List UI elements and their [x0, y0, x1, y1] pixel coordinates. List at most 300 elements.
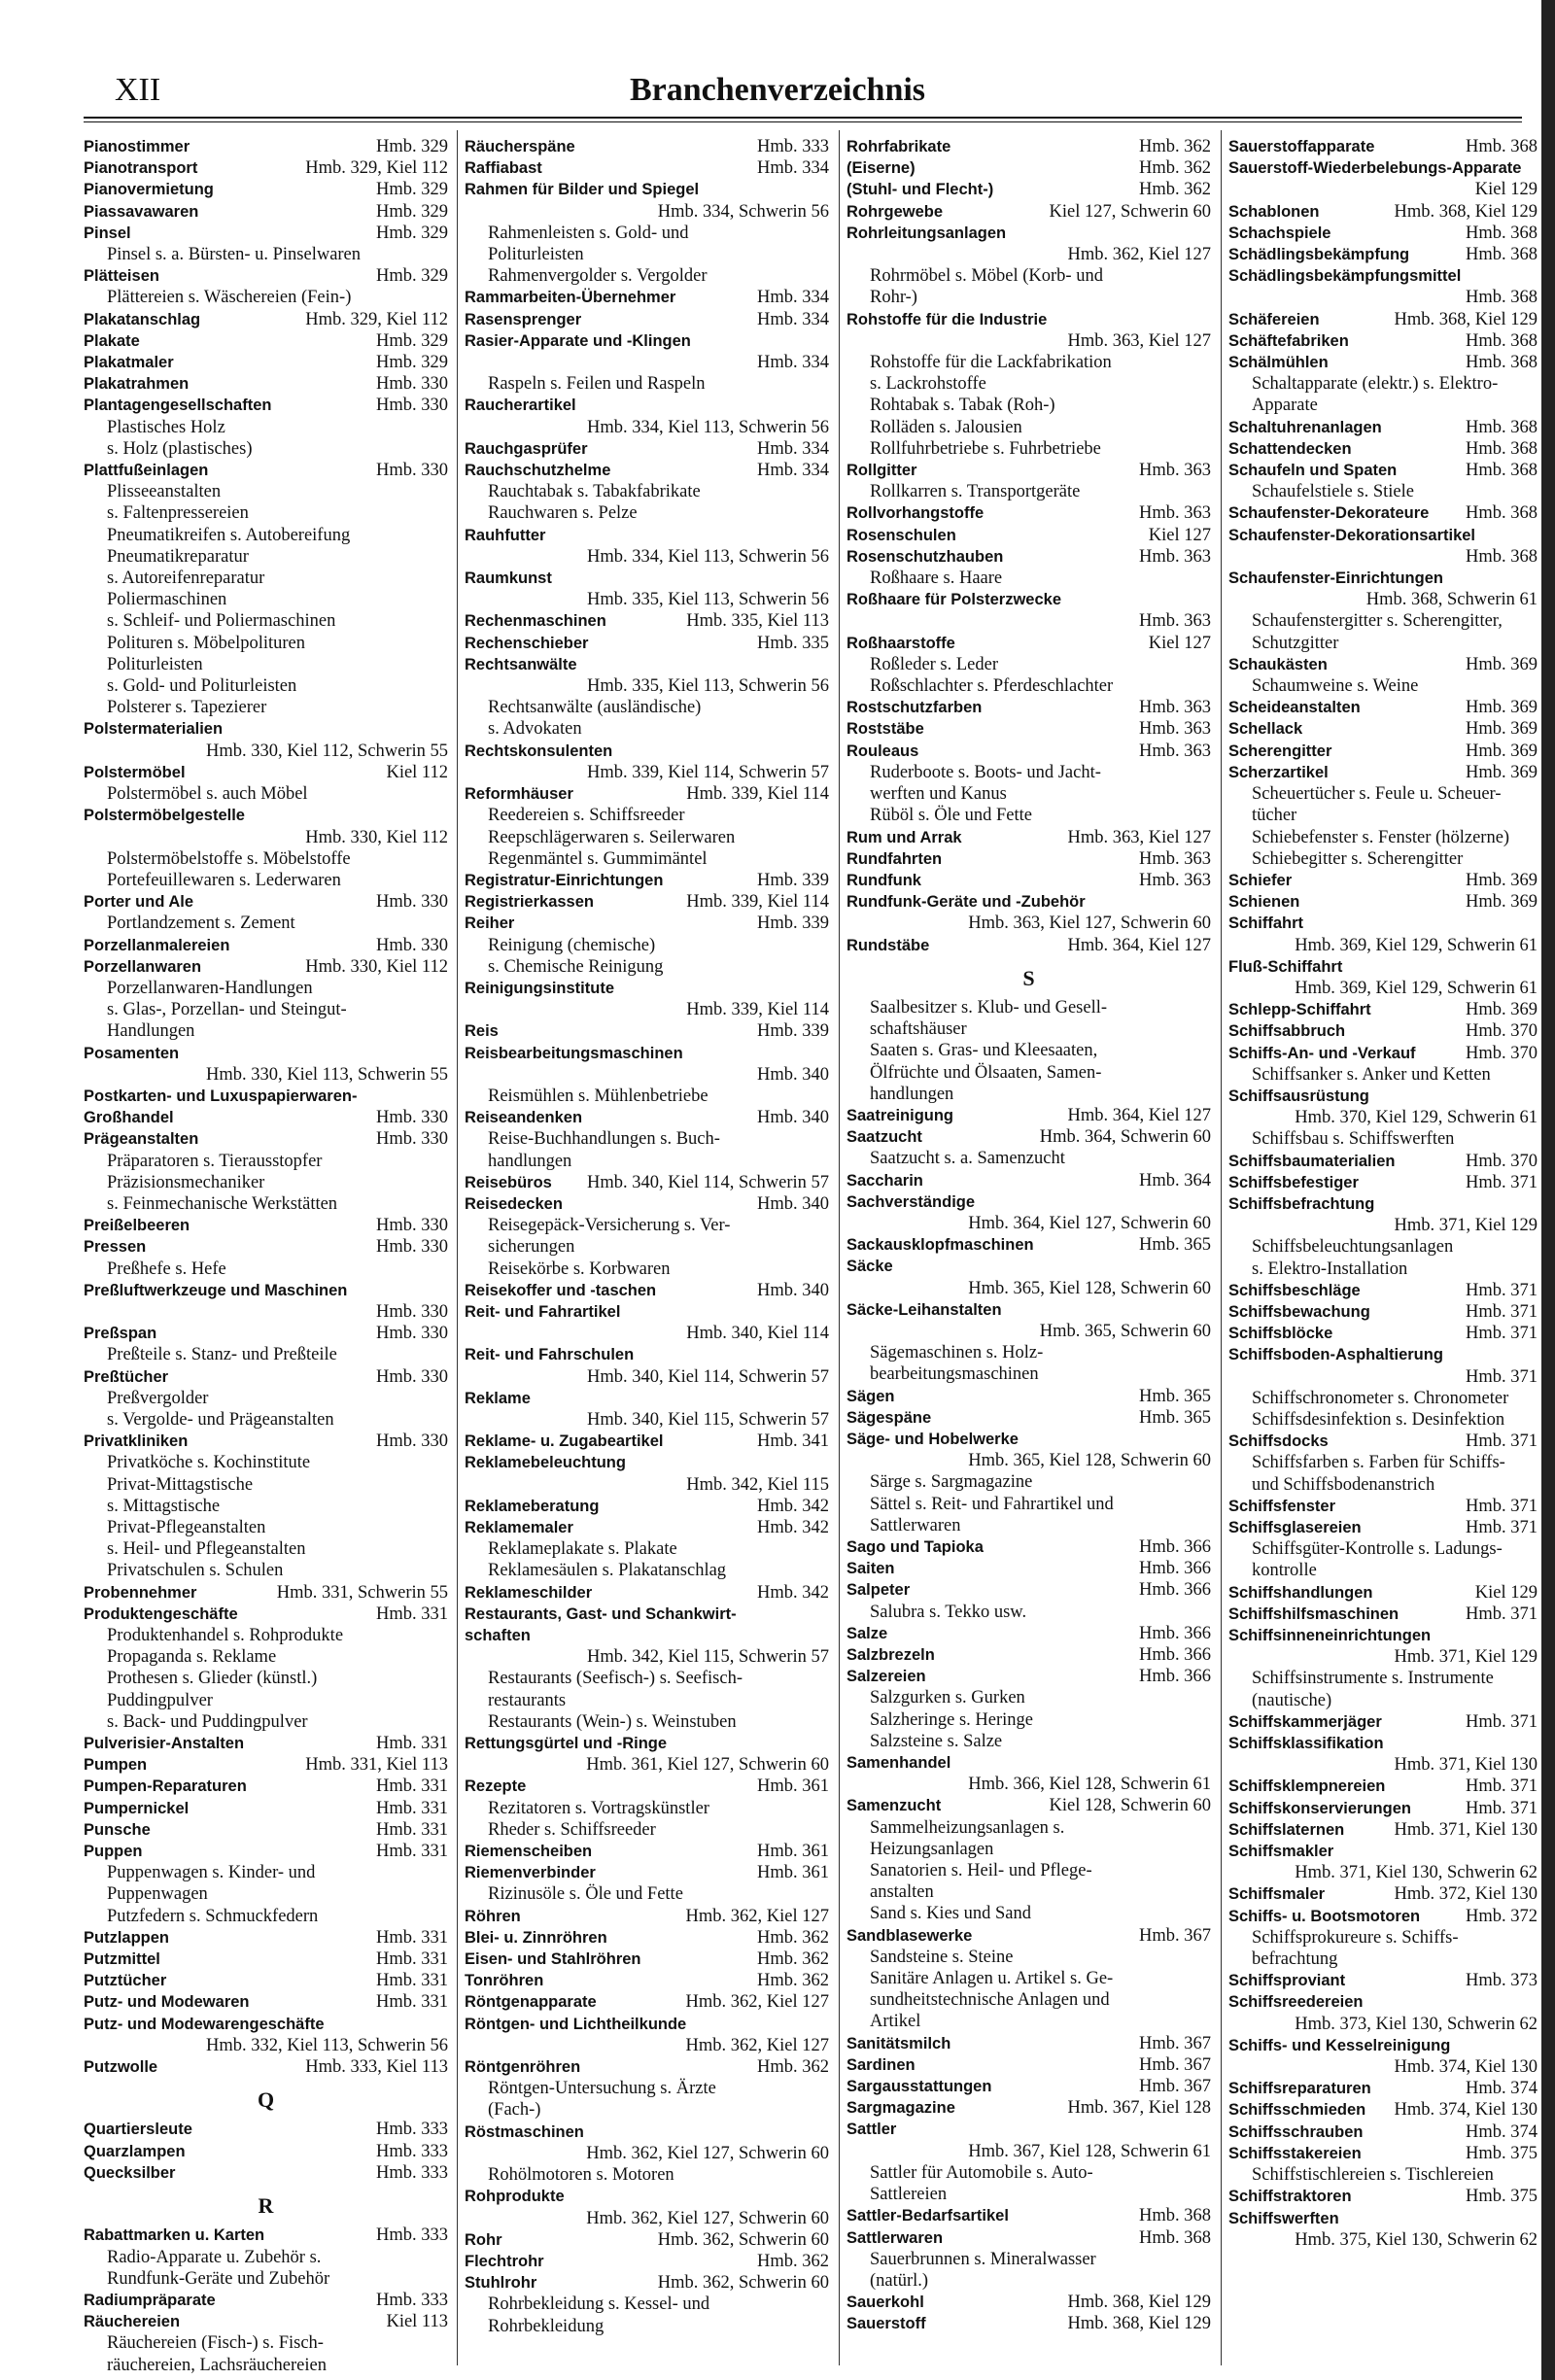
- directory-entry: [84, 1733, 448, 1754]
- directory-entry: [847, 891, 1211, 934]
- directory-entry: [847, 2119, 1211, 2205]
- entry-keyword: Schiffsklassifikation: [1228, 1735, 1384, 1753]
- entry-keyword: Rollgitter: [847, 462, 917, 480]
- directory-entry: [847, 2205, 1211, 2226]
- entry-reference: Hmb. 341: [757, 1431, 829, 1452]
- entry-detail-line: Hmb. 371, Kiel 130: [1394, 1755, 1538, 1776]
- entry-row: [465, 783, 829, 805]
- entry-reference: Hmb. 369: [1466, 1000, 1538, 1020]
- entry-reference: Hmb. 333, Kiel 113: [305, 2057, 448, 2078]
- entry-row: [847, 633, 1211, 654]
- entry-detail-line: Hmb. 330, Kiel 112: [305, 827, 448, 847]
- entry-reference: Hmb. 372, Kiel 130: [1394, 1884, 1538, 1905]
- entry-keyword: Reinigungsinstitute: [465, 979, 614, 997]
- entry-detail-line: Privatschulen s. Schulen: [107, 1561, 284, 1581]
- entry-reference: Kiel 127, Schwerin 60: [1049, 201, 1211, 222]
- entry-reference: Hmb. 367: [1139, 1925, 1211, 1946]
- entry-row: [465, 330, 829, 352]
- entry-row: [84, 1798, 448, 1819]
- entry-keyword: Sattler: [847, 2121, 897, 2139]
- entry-detail-line: handlungen: [488, 1151, 572, 1171]
- entry-keyword: Schiffsmakler: [1228, 1843, 1334, 1861]
- entry-row: [1228, 1582, 1538, 1604]
- entry-detail-line: Hmb. 370, Kiel 129, Schwerin 61: [1295, 1108, 1538, 1128]
- entry-reference: Hmb. 362: [757, 1927, 829, 1948]
- entry-row: [465, 2121, 829, 2143]
- entry-detail-line: Hmb. 361, Kiel 127, Schwerin 60: [586, 1755, 829, 1776]
- entry-reference: Hmb. 368: [1466, 330, 1538, 351]
- entry-row: [84, 1323, 448, 1344]
- directory-entry: [1228, 330, 1538, 352]
- entry-keyword: Plattfußeinlagen: [84, 462, 209, 480]
- entry-row: [465, 1344, 829, 1365]
- directory-entry: [465, 1862, 829, 1905]
- entry-row: [847, 1925, 1211, 1947]
- entry-keyword: Prägeanstalten: [84, 1130, 199, 1149]
- entry-keyword: Restaurants, Gast- und Schankwirt-: [465, 1604, 737, 1623]
- entry-detail-line: Sattler für Automobile s. Auto-: [870, 2162, 1093, 2183]
- entry-keyword: Preißelbeeren: [84, 1217, 190, 1235]
- entry-detail-line: Hmb. 334: [757, 353, 829, 373]
- entry-detail-line: Präzisionsmechaniker: [107, 1172, 265, 1192]
- directory-entry: [84, 136, 448, 157]
- entry-row: [847, 136, 1211, 157]
- entry-row: [84, 805, 448, 826]
- entry-keyword: Scherzartikel: [1228, 763, 1329, 781]
- entry-row: [847, 1795, 1211, 1816]
- entry-keyword: Rundfahrten: [847, 849, 943, 868]
- directory-entry: [1228, 654, 1538, 697]
- entry-detail-line: sundheitstechnische Anlagen und: [870, 1990, 1110, 2011]
- entry-row: [84, 935, 448, 956]
- entry-row: [84, 1086, 448, 1107]
- directory-entry: [84, 762, 448, 805]
- entry-detail-line: Sägemaschinen s. Holz-: [870, 1343, 1044, 1363]
- entry-keyword: Plakate: [84, 331, 140, 350]
- entry-keyword: Eisen- und Stahlröhren: [465, 1950, 641, 1969]
- entry-reference: Hmb. 367: [1139, 2077, 1211, 2097]
- entry-row: [1228, 502, 1538, 524]
- directory-entry: [1228, 1841, 1538, 1883]
- entry-detail-line: Rollkarren s. Transportgeräte: [870, 482, 1081, 502]
- entry-reference: Hmb. 366: [1139, 1537, 1211, 1557]
- entry-detail-line: s. Holz (plastisches): [107, 438, 253, 459]
- entry-keyword: Sauerstoff-Wiederbelebungs-Apparate: [1228, 159, 1522, 178]
- entry-keyword: Reformhäuser: [465, 785, 573, 804]
- directory-entry: [465, 2272, 829, 2337]
- entry-row: [465, 1452, 829, 1473]
- entry-reference: Hmb. 339, Kiel 114: [686, 892, 829, 913]
- entry-keyword: Schellack: [1228, 720, 1303, 739]
- directory-entry: [1228, 891, 1538, 913]
- entry-row: [465, 1172, 829, 1193]
- directory-entry: [847, 1752, 1211, 1795]
- entry-keyword: Röhren: [465, 1907, 521, 1925]
- entry-detail-line: s. Vergolde- und Prägeanstalten: [107, 1409, 334, 1430]
- entry-row: [1228, 1906, 1538, 1927]
- directory-entry: [1228, 2035, 1538, 2078]
- entry-keyword: Rosenschutzhauben: [847, 547, 1004, 566]
- entry-keyword: Schaukästen: [1228, 655, 1328, 673]
- entry-keyword: Rauhfutter: [465, 526, 546, 544]
- entry-row: [1228, 223, 1538, 244]
- entry-reference: Hmb. 374, Kiel 130: [1394, 2100, 1538, 2121]
- directory-column-4: [1228, 136, 1538, 2251]
- entry-keyword: Rohrgewebe: [847, 202, 944, 221]
- entry-reference: Hmb. 340: [757, 1108, 829, 1128]
- entry-row: [1228, 956, 1538, 978]
- entry-keyword: Reklameberatung: [465, 1497, 600, 1515]
- entry-row: [1228, 741, 1538, 762]
- entry-keyword: Rouleaus: [847, 742, 919, 760]
- entry-detail-line: Reedereien s. Schiffsreeder: [488, 806, 685, 826]
- entry-keyword: Putz- und Modewaren: [84, 1993, 250, 2012]
- entry-keyword: Rosenschulen: [847, 526, 956, 544]
- entry-keyword: Rohrfabrikate: [847, 138, 951, 155]
- entry-detail-line: Rohtabak s. Tabak (Roh-): [870, 396, 1055, 416]
- entry-keyword: Rohrleitungsanlagen: [847, 224, 1007, 242]
- entry-row: [1228, 2186, 1538, 2207]
- directory-entry: [465, 1582, 829, 1604]
- entry-row: [84, 1949, 448, 1970]
- entry-detail-line: bearbeitungsmaschinen: [870, 1364, 1039, 1385]
- entry-row: [847, 1126, 1211, 1148]
- entry-row: [84, 1215, 448, 1236]
- directory-entry: [465, 1841, 829, 1862]
- entry-reference: Hmb. 371, Kiel 130: [1394, 1819, 1538, 1840]
- entry-row: [84, 352, 448, 373]
- entry-row: [84, 956, 448, 978]
- entry-row: [465, 1970, 829, 1991]
- entry-detail-line: Salzsteine s. Salze: [870, 1731, 1003, 1751]
- entry-detail-line: Restaurants (Wein-) s. Weinstuben: [488, 1711, 737, 1732]
- entry-detail-line: Hmb. 367, Kiel 128, Schwerin 61: [968, 2141, 1211, 2161]
- entry-keyword: Reiher: [465, 914, 515, 933]
- entry-detail-line: Hmb. 364, Kiel 127, Schwerin 60: [968, 1213, 1211, 1233]
- entry-detail-line: Puppenwagen: [107, 1884, 208, 1905]
- entry-detail-line: Hmb. 334, Kiel 113, Schwerin 56: [586, 546, 829, 567]
- entry-row: [465, 1301, 829, 1323]
- directory-entry: [847, 1105, 1211, 1126]
- entry-detail-line: Plisseeanstalten: [107, 482, 222, 502]
- entry-row: [84, 1841, 448, 1862]
- directory-entry: [465, 568, 829, 610]
- entry-keyword: Schiffsabbruch: [1228, 1022, 1346, 1041]
- entry-reference: Hmb. 363: [1139, 719, 1211, 740]
- entry-reference: Hmb. 363: [1139, 461, 1211, 481]
- directory-entry: [1228, 1086, 1538, 1151]
- entry-reference: Hmb. 364, Kiel 127: [1067, 935, 1211, 955]
- entry-row: [847, 1191, 1211, 1213]
- entry-reference: Hmb. 330: [376, 1129, 448, 1150]
- entry-keyword: Reis: [465, 1022, 499, 1041]
- entry-row: [1228, 1883, 1538, 1905]
- entry-keyword: Raffiabast: [465, 159, 542, 178]
- entry-reference: Hmb. 340, Kiel 114, Schwerin 57: [586, 1172, 829, 1192]
- entry-keyword: Preßtücher: [84, 1367, 169, 1386]
- directory-entry: [84, 1798, 448, 1819]
- entry-reference: Hmb. 362: [757, 2251, 829, 2271]
- entry-keyword: Rezepte: [465, 1777, 527, 1796]
- entry-reference: Hmb. 371: [1466, 1280, 1538, 1300]
- directory-entry: [847, 1299, 1211, 1386]
- entry-keyword: Raumkunst: [465, 569, 552, 588]
- entry-reference: Hmb. 330: [376, 1324, 448, 1344]
- entry-reference: Hmb. 363: [1139, 741, 1211, 761]
- entry-row: [84, 1280, 448, 1301]
- entry-detail-line: Hmb. 340, Kiel 114, Schwerin 57: [586, 1366, 829, 1387]
- entry-keyword: Pumpen-Reparaturen: [84, 1777, 247, 1796]
- entry-detail-line: Hmb. 362, Kiel 127, Schwerin 60: [586, 2208, 829, 2228]
- directory-entry: [84, 1280, 448, 1323]
- entry-row: [84, 2056, 448, 2078]
- directory-entry: [465, 1604, 829, 1625]
- column-divider: [1221, 130, 1222, 2365]
- entry-reference: Hmb. 368, Kiel 129: [1394, 309, 1538, 329]
- entry-row: [465, 309, 829, 330]
- entry-row: [84, 1733, 448, 1754]
- entry-keyword: Pumpen: [84, 1756, 148, 1775]
- directory-entry: [1228, 1819, 1538, 1841]
- entry-keyword: Schiffsinneneinrichtungen: [1228, 1627, 1432, 1645]
- entry-detail-line: Reklameplakate s. Plakate: [488, 1539, 677, 1560]
- directory-entry: [1228, 1733, 1538, 1776]
- entry-row: [465, 1517, 829, 1538]
- entry-detail-line: Hmb. 371, Kiel 129: [1394, 1216, 1538, 1236]
- entry-reference: Hmb. 370: [1466, 1021, 1538, 1042]
- entry-keyword: Putztücher: [84, 1972, 167, 1990]
- entry-keyword: Schiffsboden-Asphaltierung: [1228, 1346, 1443, 1364]
- directory-entry: [1228, 1883, 1538, 1905]
- entry-detail-line: Schaumweine s. Weine: [1252, 676, 1419, 697]
- entry-row: [1228, 1625, 1538, 1646]
- directory-entry: [84, 805, 448, 891]
- directory-entry: [1228, 2186, 1538, 2207]
- entry-keyword: Schiffskammerjäger: [1228, 1712, 1382, 1731]
- entry-keyword: Schiffsbewachung: [1228, 1302, 1370, 1321]
- entry-keyword: Rahmen für Bilder und Spiegel: [465, 181, 700, 199]
- entry-detail-line: Saaten s. Gras- und Kleesaaten,: [870, 1041, 1098, 1061]
- entry-reference: Hmb. 329, Kiel 112: [305, 158, 448, 179]
- entry-reference: Hmb. 368: [1466, 461, 1538, 481]
- entry-reference: Hmb. 330: [376, 892, 448, 913]
- directory-entry: [84, 1949, 448, 1970]
- entry-reference: Hmb. 368: [1139, 2227, 1211, 2248]
- entry-reference: Hmb. 335, Kiel 113: [686, 611, 829, 632]
- directory-entry: [847, 633, 1211, 698]
- entry-reference: Hmb. 331: [376, 1927, 448, 1948]
- entry-keyword: Samenhandel: [847, 1754, 951, 1773]
- directory-entry: [1228, 525, 1538, 568]
- entry-detail-line: Schiebegitter s. Scherengitter: [1252, 848, 1464, 869]
- entry-detail-line: Hmb. 363: [1139, 611, 1211, 632]
- directory-entry: [84, 1776, 448, 1797]
- entry-detail-line: Rüböl s. Öle und Fette: [870, 806, 1033, 826]
- entry-keyword: Posamenten: [84, 1044, 180, 1062]
- directory-entry: [847, 1386, 1211, 1407]
- entry-keyword: Riemenscheiben: [465, 1843, 593, 1861]
- directory-entry: [84, 460, 448, 718]
- entry-row: [1228, 438, 1538, 460]
- entry-keyword: Schiffsbefrachtung: [1228, 1194, 1375, 1213]
- entry-keyword: Schaufenster-Dekorateure: [1228, 504, 1430, 523]
- directory-entry: [465, 891, 829, 913]
- directory-entry: [84, 1043, 448, 1086]
- entry-row: [465, 741, 829, 762]
- directory-entry: [84, 2056, 448, 2078]
- entry-row: [1228, 460, 1538, 481]
- entry-detail-line: Roßschlachter s. Pferdeschlachter: [870, 676, 1114, 697]
- entry-row: [84, 1604, 448, 1625]
- entry-reference: Hmb. 371: [1466, 1324, 1538, 1344]
- entry-detail-line: und Schiffsbodenanstrich: [1252, 1474, 1435, 1495]
- directory-entry: [847, 1170, 1211, 1191]
- entry-detail-line: werften und Kanus: [870, 784, 1007, 805]
- directory-entry: [847, 2292, 1211, 2313]
- entry-keyword: Schlepp-Schiffahrt: [1228, 1001, 1371, 1019]
- directory-entry: [84, 1991, 448, 2013]
- entry-reference: Hmb. 365: [1139, 1235, 1211, 1256]
- entry-detail-line: Rauchtabak s. Tabakfabrikate: [488, 482, 701, 502]
- entry-detail-line: Preßhefe s. Hefe: [107, 1259, 226, 1279]
- entry-keyword: Flechtrohr: [465, 2252, 544, 2270]
- directory-entry: [1228, 697, 1538, 718]
- entry-reference: Hmb. 366: [1139, 1645, 1211, 1666]
- entry-reference: Hmb. 363: [1139, 698, 1211, 718]
- entry-reference: Hmb. 371: [1466, 1496, 1538, 1516]
- directory-entry: [84, 2311, 448, 2376]
- entry-reference: Hmb. 363: [1139, 848, 1211, 869]
- entry-keyword: Registratur-Einrichtungen: [465, 871, 664, 889]
- directory-entry: [465, 330, 829, 396]
- entry-keyword: Fluß-Schiffahrt: [1228, 957, 1343, 976]
- entry-detail-line: Kiel 129: [1474, 180, 1538, 200]
- entry-detail-line: s. Gold- und Politurleisten: [107, 676, 297, 697]
- entry-keyword: Rechtsanwälte: [465, 655, 577, 673]
- entry-row: [84, 460, 448, 481]
- entry-detail-line: Schiffsanker s. Anker und Ketten: [1252, 1064, 1491, 1085]
- entry-row: [1228, 2121, 1538, 2143]
- entry-row: [465, 2229, 829, 2251]
- entry-detail-line: Hmb. 362, Kiel 127: [1067, 245, 1211, 265]
- directory-entry: [465, 978, 829, 1020]
- entry-detail-line: (natürl.): [870, 2270, 929, 2291]
- entry-row: [465, 438, 829, 460]
- entry-row: [465, 1280, 829, 1301]
- entry-keyword: Piassavawaren: [84, 202, 199, 221]
- entry-detail-line: Hmb. 330, Kiel 113, Schwerin 55: [205, 1064, 448, 1085]
- entry-row: [465, 395, 829, 416]
- entry-reference: Hmb. 369: [1466, 741, 1538, 761]
- directory-entry: [84, 330, 448, 352]
- entry-reference: Hmb. 368: [1466, 417, 1538, 437]
- entry-detail-line: s. Glas-, Porzellan- und Steingut-: [107, 1000, 347, 1020]
- entry-keyword: Sardinen: [847, 2055, 916, 2074]
- entry-keyword: Schaufenster-Dekorationsartikel: [1228, 526, 1476, 544]
- entry-keyword: Stuhlrohr: [465, 2274, 537, 2293]
- entry-keyword: Rollvorhangstoffe: [847, 504, 985, 523]
- entry-detail-line: s. Mittagstische: [107, 1496, 221, 1516]
- entry-row: [847, 460, 1211, 481]
- directory-entry: [84, 1215, 448, 1236]
- directory-entry: [465, 2014, 829, 2056]
- entry-row: [847, 2054, 1211, 2076]
- entry-reference: Hmb. 371: [1466, 1604, 1538, 1624]
- directory-entry: [465, 1344, 829, 1387]
- directory-entry: [1228, 1711, 1538, 1733]
- directory-entry: [465, 654, 829, 741]
- entry-row: [465, 1841, 829, 1862]
- directory-entry: [847, 1579, 1211, 1622]
- entry-row: [1228, 2208, 1538, 2229]
- directory-entry: [465, 1733, 829, 1776]
- entry-detail-line: Rechtsanwälte (ausländische): [488, 698, 702, 718]
- entry-row: [847, 1386, 1211, 1407]
- directory-entry: [847, 2033, 1211, 2054]
- entry-row: [84, 2311, 448, 2332]
- entry-reference: Hmb. 362, Kiel 127: [685, 1992, 829, 2013]
- entry-keyword: Schattendecken: [1228, 439, 1352, 458]
- entry-keyword: Reit- und Fahrartikel: [465, 1302, 621, 1321]
- entry-keyword: Schiffsschmieden: [1228, 2101, 1366, 2120]
- entry-keyword: Schiffsbaumaterialien: [1228, 1152, 1396, 1170]
- entry-keyword: Raucherartikel: [465, 397, 576, 415]
- entry-row: [465, 136, 829, 157]
- entry-row: [84, 1107, 448, 1128]
- directory-entry: [847, 997, 1211, 1105]
- entry-detail-line: s. Back- und Puddingpulver: [107, 1711, 308, 1732]
- directory-entry: [847, 1407, 1211, 1429]
- entry-row: [465, 525, 829, 546]
- entry-keyword: Schiffskonservierungen: [1228, 1799, 1411, 1817]
- entry-keyword: Säcke: [847, 1258, 893, 1276]
- entry-reference: Hmb. 369: [1466, 698, 1538, 718]
- entry-keyword: Blei- u. Zinnröhren: [465, 1928, 607, 1947]
- directory-entry: [1228, 1151, 1538, 1172]
- entry-keyword: Röstmaschinen: [465, 2122, 584, 2141]
- entry-row: [847, 827, 1211, 848]
- entry-detail-line: Roßleder s. Leder: [870, 654, 999, 674]
- entry-detail-line: Raspeln s. Feilen und Raspeln: [488, 374, 706, 395]
- entry-row: [465, 568, 829, 589]
- directory-entry: [847, 201, 1211, 223]
- entry-row: [465, 1020, 829, 1042]
- entry-keyword: Pianovermietung: [84, 181, 214, 199]
- section-letter: Q: [257, 2087, 275, 2113]
- entry-detail-line: Preßvergolder: [107, 1388, 209, 1408]
- directory-entry: [465, 395, 829, 437]
- directory-entry: [1228, 502, 1538, 524]
- entry-detail-line: Regenmäntel s. Gummimäntel: [488, 848, 708, 869]
- entry-detail-line: Hmb. 363, Kiel 127, Schwerin 60: [968, 914, 1211, 934]
- entry-detail-line: Hmb. 342, Kiel 115, Schwerin 57: [586, 1647, 829, 1668]
- entry-detail-line: Rohr-): [870, 288, 917, 308]
- entry-keyword: Röntgenapparate: [465, 1993, 597, 2012]
- entry-row: [847, 309, 1211, 330]
- entry-keyword: Schiffsbefestiger: [1228, 1173, 1359, 1191]
- entry-row: [465, 1776, 829, 1797]
- entry-reference: Hmb. 340: [757, 1280, 829, 1300]
- entry-detail-line: Hmb. 365, Kiel 128, Schwerin 60: [968, 1451, 1211, 1471]
- entry-row: [847, 1666, 1211, 1687]
- entry-row: [84, 136, 448, 157]
- entry-reference: Hmb. 331: [376, 1819, 448, 1840]
- entry-reference: Hmb. 331: [376, 1971, 448, 1991]
- entry-reference: Hmb. 363: [1139, 503, 1211, 524]
- entry-keyword: Saccharin: [847, 1171, 923, 1190]
- entry-detail-line: Reisegepäck-Versicherung s. Ver-: [488, 1216, 731, 1236]
- entry-reference: Hmb. 375: [1466, 2187, 1538, 2207]
